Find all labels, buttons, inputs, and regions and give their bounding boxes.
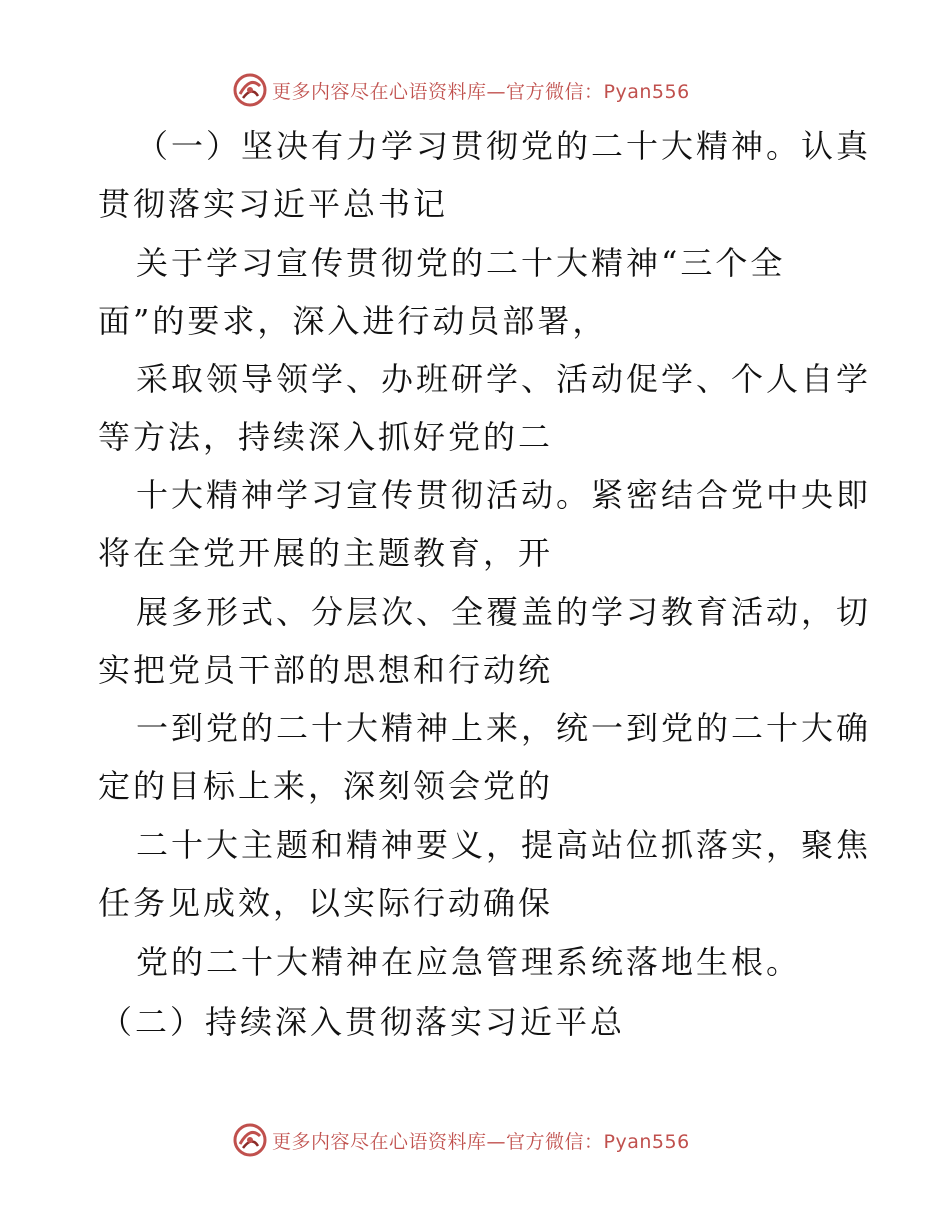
paragraph-line: 将在全党开展的主题教育，开 [98, 534, 554, 572]
paragraph-line: 关于学习宣传贯彻党的二十大精神“三个全 [136, 244, 786, 282]
footer-watermark-text: 更多内容尽在心语资料库—官方微信：Pyan556 [272, 1130, 690, 1153]
paragraph-line: （一）坚决有力学习贯彻党的二十大精神。认真 [136, 127, 872, 165]
header-watermark-text: 更多内容尽在心语资料库—官方微信：Pyan556 [272, 80, 690, 103]
paragraph-line: 党的二十大精神在应急管理系统落地生根。 [136, 943, 802, 981]
paragraph-line: 采取领导领学、办班研学、活动促学、个人自学 [136, 360, 872, 398]
paragraph-line: 十大精神学习宣传贯彻活动。紧密结合党中央即 [136, 476, 872, 514]
paragraph-line: 面”的要求，深入进行动员部署， [98, 302, 608, 340]
paragraph-line: 等方法，持续深入抓好党的二 [98, 418, 554, 456]
swirl-logo-icon [232, 1122, 268, 1158]
paragraph-line: 定的目标上来，深刻领会党的 [98, 767, 554, 805]
footer-watermark [232, 1120, 690, 1160]
paragraph-line: 任务见成效，以实际行动确保 [98, 884, 554, 922]
paragraph-line: 贯彻落实习近平总书记 [98, 185, 449, 223]
paragraph-line: 一到党的二十大精神上来，统一到党的二十大确 [136, 709, 872, 747]
paragraph-line: 实把党员干部的思想和行动统 [98, 651, 554, 689]
paragraph-line: 展多形式、分层次、全覆盖的学习教育活动，切 [136, 593, 872, 631]
paragraph-line: 二十大主题和精神要义，提高站位抓落实，聚焦 [136, 826, 872, 864]
paragraph-line: （二）持续深入贯彻落实习近平总 [100, 1003, 626, 1041]
